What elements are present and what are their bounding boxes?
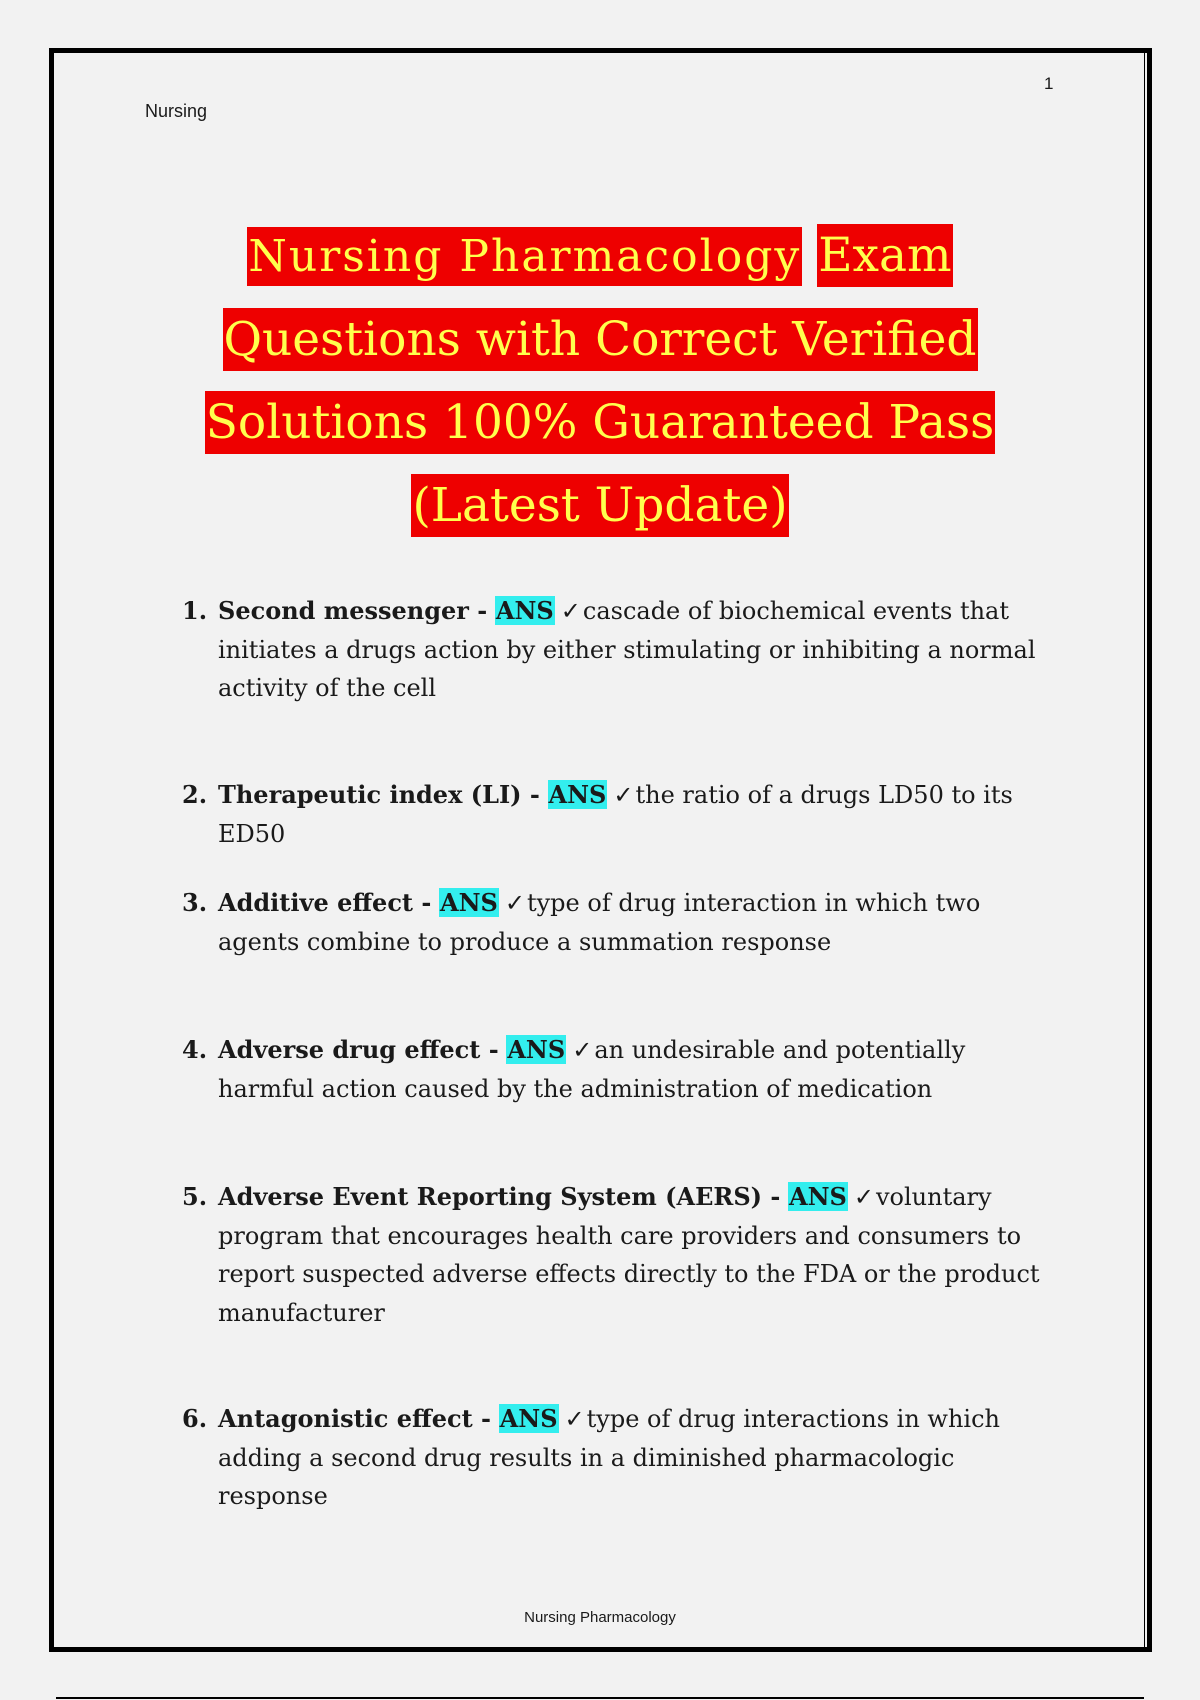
header-text: Nursing xyxy=(145,101,208,121)
title-line4: (Latest Update) xyxy=(411,474,788,537)
checkmark-icon: ✓ xyxy=(564,1405,585,1433)
qa-term: Second messenger - xyxy=(218,596,488,625)
ans-label: ANS xyxy=(548,780,607,809)
ans-label: ANS xyxy=(439,888,498,917)
qa-definition: voluntary program that encourages health care providers and consumers to report suspected adverse effects directly to the FDA or the product manufacturer xyxy=(218,1183,1040,1327)
qa-number: 1. xyxy=(182,596,208,625)
qa-term: Additive effect - xyxy=(218,888,432,917)
qa-number: 3. xyxy=(182,888,208,917)
qa-item xyxy=(182,592,1058,708)
qa-term: Adverse drug effect - xyxy=(218,1035,499,1064)
title-line1-part2: Exam xyxy=(817,224,952,287)
checkmark-icon: ✓ xyxy=(853,1183,874,1211)
ans-label: ANS xyxy=(495,596,554,625)
title-line3: Solutions 100% Guaranteed Pass xyxy=(205,391,996,454)
footer-text: Nursing Pharmacology xyxy=(524,1609,676,1626)
divider xyxy=(56,1697,1144,1699)
qa-item xyxy=(182,1031,1058,1108)
checkmark-icon: ✓ xyxy=(572,1036,593,1064)
ans-label: ANS xyxy=(499,1404,558,1433)
checkmark-icon: ✓ xyxy=(504,889,525,917)
qa-definition: type of drug interaction in which two agents combine to produce a summation response xyxy=(218,889,981,956)
ans-label: ANS xyxy=(789,1182,847,1211)
checkmark-icon: ✓ xyxy=(560,597,581,625)
qa-definition: type of drug interactions in which adding a second drug results in a diminished pharmacologic response xyxy=(218,1405,1000,1510)
qa-number: 4. xyxy=(182,1035,208,1064)
qa-term: Antagonistic effect - xyxy=(218,1404,491,1433)
page-number: 1 xyxy=(1044,74,1054,93)
qa-item xyxy=(182,884,1058,961)
qa-term: Adverse Event Reporting System (AERS) - xyxy=(218,1182,781,1211)
qa-item xyxy=(182,1178,1058,1332)
qa-definition: the ratio of a drugs LD50 to its ED50 xyxy=(218,781,1013,848)
qa-definition: cascade of biochemical events that initiates a drugs action by either stimulating or inhibiting a normal activity of the cell xyxy=(218,597,1036,702)
qa-item xyxy=(182,776,1058,853)
qa-definition: an undesirable and potentially harmful action caused by the administration of medication xyxy=(218,1036,966,1103)
ans-label: ANS xyxy=(507,1035,566,1064)
title-line2: Questions with Correct Verified xyxy=(223,308,978,371)
qa-number: 6. xyxy=(182,1404,208,1433)
qa-number: 2. xyxy=(182,780,208,809)
title-line1-part1: Nursing Pharmacology xyxy=(247,227,802,286)
checkmark-icon: ✓ xyxy=(613,781,634,809)
qa-item xyxy=(182,1400,1058,1516)
qa-term: Therapeutic index (LI) - xyxy=(218,780,540,809)
qa-number: 5. xyxy=(182,1182,208,1211)
